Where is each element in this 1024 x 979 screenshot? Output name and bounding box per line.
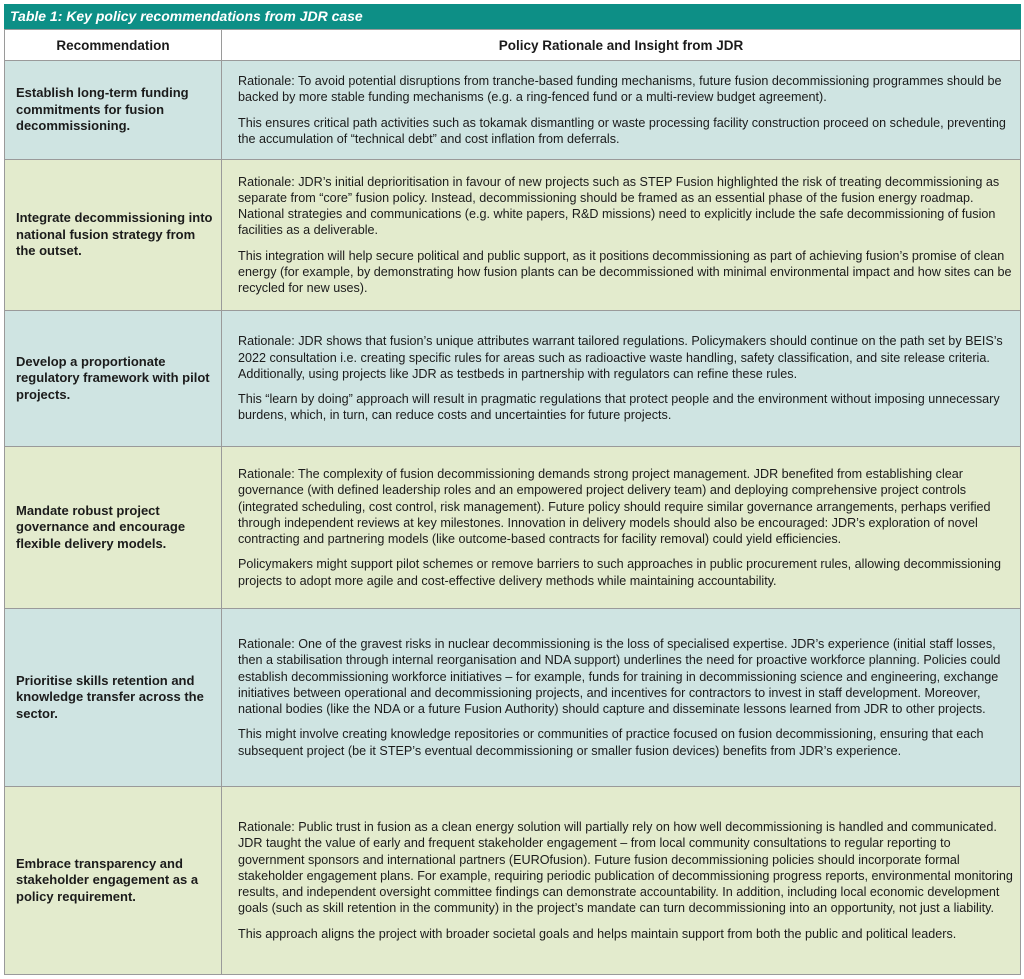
insight-paragraph: This ensures critical path activities such as tokamak dismantling or waste processing facility construction proceed on schedule, preventing the accumulation of “technical debt” and cost inflation from deferrals. xyxy=(238,115,1006,146)
rationale-paragraph: Rationale: To avoid potential disruptions from tranche-based funding mechanisms, future fusion decommissioning programmes should be backed by more stable funding mechanisms (e.g. a ring-fenced fund or a multi-review budget agreement). xyxy=(238,74,1002,105)
table-row xyxy=(5,447,1021,609)
recommendation-cell: Integrate decommissioning into national fusion strategy from the outset. xyxy=(5,160,222,311)
rationale-cell xyxy=(222,61,1021,160)
insight-paragraph: This might involve creating knowledge repositories or communities of practice focused on fusion decommissioning, ensuring that each subsequent project (be it STEP’s eventual decommissioning or smaller fusion devices) benefits from JDR’s experience. xyxy=(238,727,984,758)
header-recommendation: Recommendation xyxy=(5,30,222,61)
insight-paragraph: Policymakers might support pilot schemes or remove barriers to such approaches in public procurement rules, allowing decommissioning projects to adopt more agile and cost-effective delivery methods while maintaining accountability. xyxy=(238,557,1001,588)
recommendation-cell: Establish long-term funding commitments for fusion decommissioning. xyxy=(5,61,222,160)
header-rationale: Policy Rationale and Insight from JDR xyxy=(222,30,1021,61)
insight-paragraph: This approach aligns the project with broader societal goals and helps maintain support from both the public and political leaders. xyxy=(238,926,957,941)
policy-table xyxy=(4,29,1021,975)
rationale-paragraph: Rationale: The complexity of fusion decommissioning demands strong project management. JDR benefited from establishing clear governance (with defined leadership roles and an empowered project delivery team) and deploying comprehensive project controls (integrated scheduling, cost control, risk management). Future policy should require similar governance arrangements, perhaps verified through independent reviews at key milestones. Innovation in delivery models should also be encouraged: JDR’s exploration of novel contracting and partnering models (like outcome-based contracts for facility removal) could yield efficiencies. xyxy=(238,467,991,547)
insight-paragraph: This integration will help secure political and public support, as it positions decommissioning as part of achieving fusion’s promise of clean energy (for example, by demonstrating how fusion plants can be decommissioned with minimal environmental impact and how sites can be recycled for new uses). xyxy=(238,248,1012,295)
rationale-paragraph: Rationale: JDR’s initial deprioritisation in favour of new projects such as STEP Fusion highlighted the risk of treating decommissioning as separate from “core” fusion policy. Instead, decommissioning should be framed as an essential phase of the fusion energy roadmap. National strategies and communications (e.g. white papers, R&D missions) need to explicitly include the safe decommissioning of fusion facilities as a deliverable. xyxy=(238,174,1000,238)
rationale-cell xyxy=(222,609,1021,787)
rationale-cell xyxy=(222,447,1021,609)
insight-paragraph: This “learn by doing” approach will result in pragmatic regulations that protect people and the environment without imposing unnecessary burdens, which, in turn, can reduce costs and uncertainties for future projects. xyxy=(238,392,1000,423)
table-row xyxy=(5,787,1021,975)
recommendation-cell: Develop a proportionate regulatory framework with pilot projects. xyxy=(5,311,222,447)
recommendation-cell: Prioritise skills retention and knowledge transfer across the sector. xyxy=(5,609,222,787)
rationale-paragraph: Rationale: Public trust in fusion as a clean energy solution will partially rely on how well decommissioning is handled and communicated. JDR taught the value of early and frequent stakeholder engagement – from local community consultations to regular reporting to government sponsors and international partners (EUROfusion). Future fusion decommissioning policies should incorporate formal stakeholder engagement plans. For example, requiring periodic publication of decommissioning progress reports, environmental monitoring results, and independent oversight committee findings can demonstrate accountability. In addition, including local economic development goals (such as skill retention in the community) in the project’s mandate can turn decommissioning into an opportunity, not just a liability. xyxy=(238,820,1013,916)
rationale-cell xyxy=(222,160,1021,311)
recommendation-cell: Mandate robust project governance and encourage flexible delivery models. xyxy=(5,447,222,609)
table-header-row xyxy=(5,30,1021,61)
policy-table-container xyxy=(4,4,1021,975)
table-row xyxy=(5,61,1021,160)
recommendation-cell: Embrace transparency and stakeholder engagement as a policy requirement. xyxy=(5,787,222,975)
rationale-paragraph: Rationale: JDR shows that fusion’s unique attributes warrant tailored regulations. Policymakers should continue on the path set by BEIS’s 2022 consultation i.e. creating specific rules for areas such as radioactive waste handling, safety classification, and site release criteria. Additionally, using projects like JDR as testbeds in partnership with regulators can refine these rules. xyxy=(238,334,1003,381)
table-title: Table 1: Key policy recommendations from JDR case xyxy=(4,4,1021,29)
rationale-cell xyxy=(222,311,1021,447)
rationale-paragraph: Rationale: One of the gravest risks in nuclear decommissioning is the loss of specialised expertise. JDR’s experience (initial staff losses, then a stabilisation through internal reorganisation and NDA support) underlines the need for proactive workforce planning. Policies could establish decommissioning workforce initiatives – for example, funds for training in decommissioning science and engineering, exchange initiatives between operational and decommissioning projects, and incentives for contractors to invest in staff development. Moreover, national bodies (like the NDA or a future Fusion Authority) should capture and disseminate lessons learned from JDR to other projects. xyxy=(238,637,1001,717)
table-row xyxy=(5,311,1021,447)
table-row xyxy=(5,160,1021,311)
table-row xyxy=(5,609,1021,787)
rationale-cell xyxy=(222,787,1021,975)
